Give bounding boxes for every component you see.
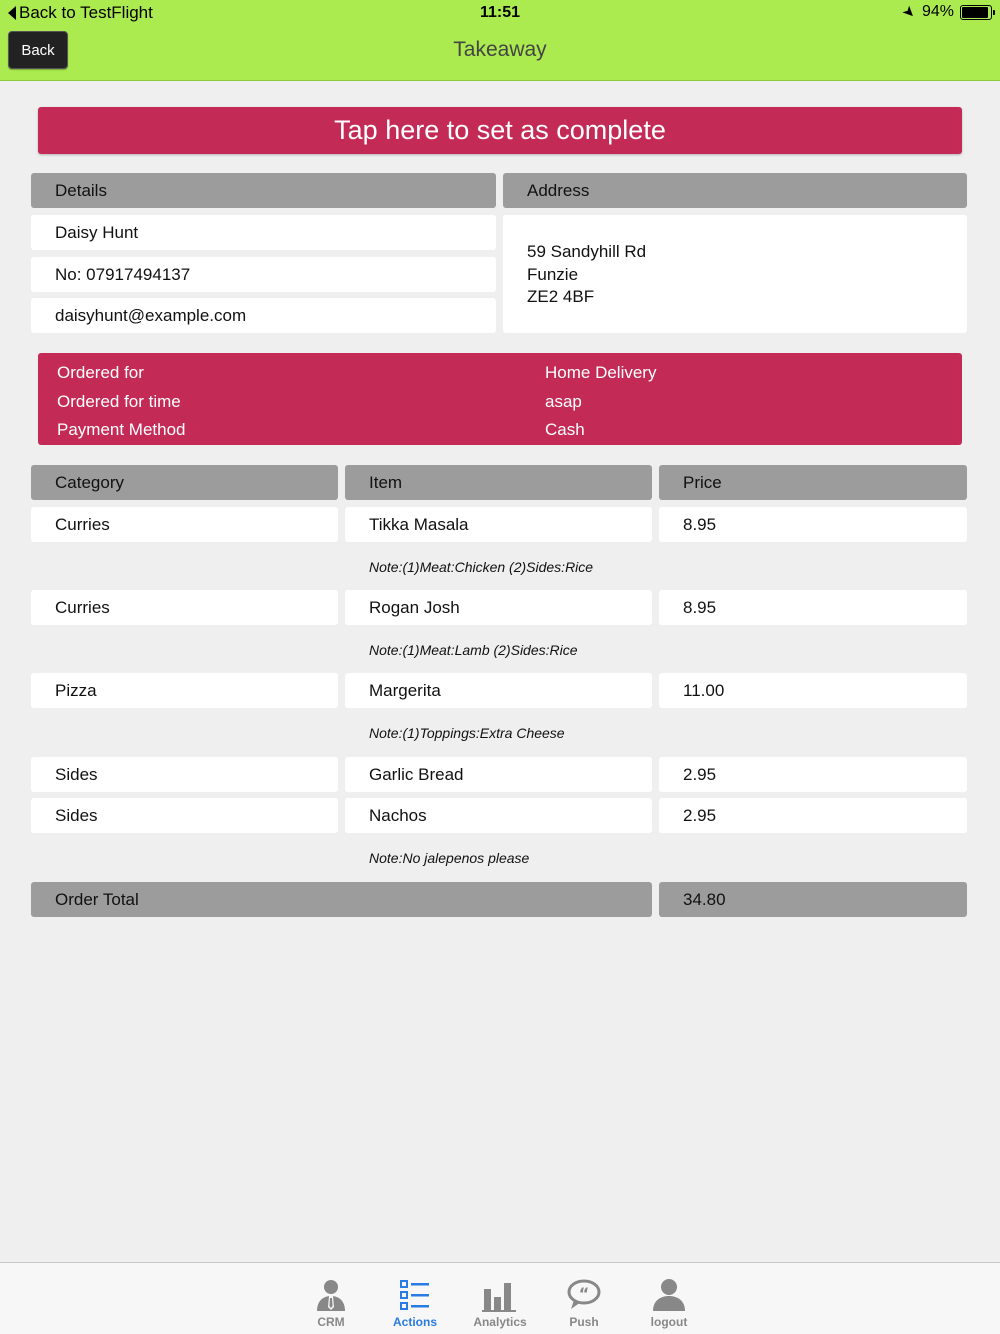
battery-percent: 94%	[921, 3, 954, 20]
customer-email[interactable]: daisyhunt@example.com	[31, 298, 496, 333]
details-header: Details	[31, 173, 496, 208]
order-total-label: Order Total	[31, 882, 652, 917]
top-bar	[0, 0, 1000, 81]
order-info-label: Payment Method	[57, 420, 186, 439]
row-price: 2.95	[659, 757, 967, 792]
order-info-value: Cash	[545, 420, 585, 439]
location-arrow-icon: ➤	[898, 1, 920, 23]
tab-logout[interactable]	[627, 1263, 711, 1334]
list-icon	[397, 1277, 433, 1313]
tab-bar	[0, 1262, 1000, 1334]
tab-label: Analytics	[473, 1315, 527, 1329]
tab-label: logout	[650, 1315, 688, 1329]
address-header: Address	[503, 173, 967, 208]
customer-phone[interactable]: No: 07917494137	[31, 257, 496, 292]
tab-push[interactable]	[542, 1263, 626, 1334]
status-time: 11:51	[479, 4, 521, 21]
order-info-value: asap	[545, 392, 582, 411]
row-price: 2.95	[659, 798, 967, 833]
tab-crm[interactable]	[289, 1263, 373, 1334]
order-info-label: Ordered for time	[57, 392, 181, 411]
row-price: 8.95	[659, 507, 967, 542]
row-note: Note:(1)Meat:Lamb (2)Sides:Rice	[369, 642, 578, 658]
row-category: Curries	[31, 590, 338, 625]
order-total-value: 34.80	[659, 882, 967, 917]
row-category: Sides	[31, 757, 338, 792]
tab-analytics[interactable]	[458, 1263, 542, 1334]
status-right	[898, 1, 992, 23]
order-info-row	[38, 385, 962, 413]
order-info-box	[38, 353, 962, 445]
back-button[interactable]: Back	[8, 31, 68, 69]
set-complete-button[interactable]: Tap here to set as complete	[38, 107, 962, 154]
customer-name: Daisy Hunt	[31, 215, 496, 250]
row-note: Note:No jalepenos please	[369, 850, 530, 866]
row-price: 11.00	[659, 673, 967, 708]
person-icon	[651, 1277, 687, 1313]
svg-text:“: “	[578, 1284, 590, 1303]
speech-bubble-icon	[566, 1277, 602, 1313]
row-item: Tikka Masala	[345, 507, 652, 542]
page-title: Takeaway	[453, 38, 547, 61]
row-note: Note:(1)Meat:Chicken (2)Sides:Rice	[369, 559, 594, 575]
row-category: Curries	[31, 507, 338, 542]
order-info-row	[38, 413, 962, 441]
category-column-header: Category	[31, 465, 338, 500]
row-price: 8.95	[659, 590, 967, 625]
address-line1: 59 Sandyhill Rd	[527, 242, 647, 261]
row-item: Margerita	[345, 673, 652, 708]
person-tie-icon	[313, 1277, 349, 1313]
row-item: Nachos	[345, 798, 652, 833]
tab-label: CRM	[317, 1315, 345, 1329]
address-line3: ZE2 4BF	[527, 287, 595, 306]
row-item: Rogan Josh	[345, 590, 652, 625]
battery-icon	[960, 5, 992, 20]
order-info-row	[38, 356, 962, 384]
row-category: Pizza	[31, 673, 338, 708]
status-back-label: Back to TestFlight	[19, 3, 153, 22]
row-note: Note:(1)Toppings:Extra Cheese	[369, 725, 565, 741]
order-info-label: Ordered for	[57, 363, 144, 382]
address-line2: Funzie	[527, 264, 579, 284]
tab-label: Actions	[392, 1315, 437, 1329]
price-column-header: Price	[659, 465, 967, 500]
tab-actions[interactable]	[373, 1263, 457, 1334]
bar-chart-icon	[482, 1277, 518, 1313]
row-item: Garlic Bread	[345, 757, 652, 792]
tab-label: Push	[569, 1315, 599, 1329]
row-category: Sides	[31, 798, 338, 833]
order-info-value: Home Delivery	[545, 363, 657, 382]
item-column-header: Item	[345, 465, 652, 500]
address-box	[503, 215, 967, 333]
